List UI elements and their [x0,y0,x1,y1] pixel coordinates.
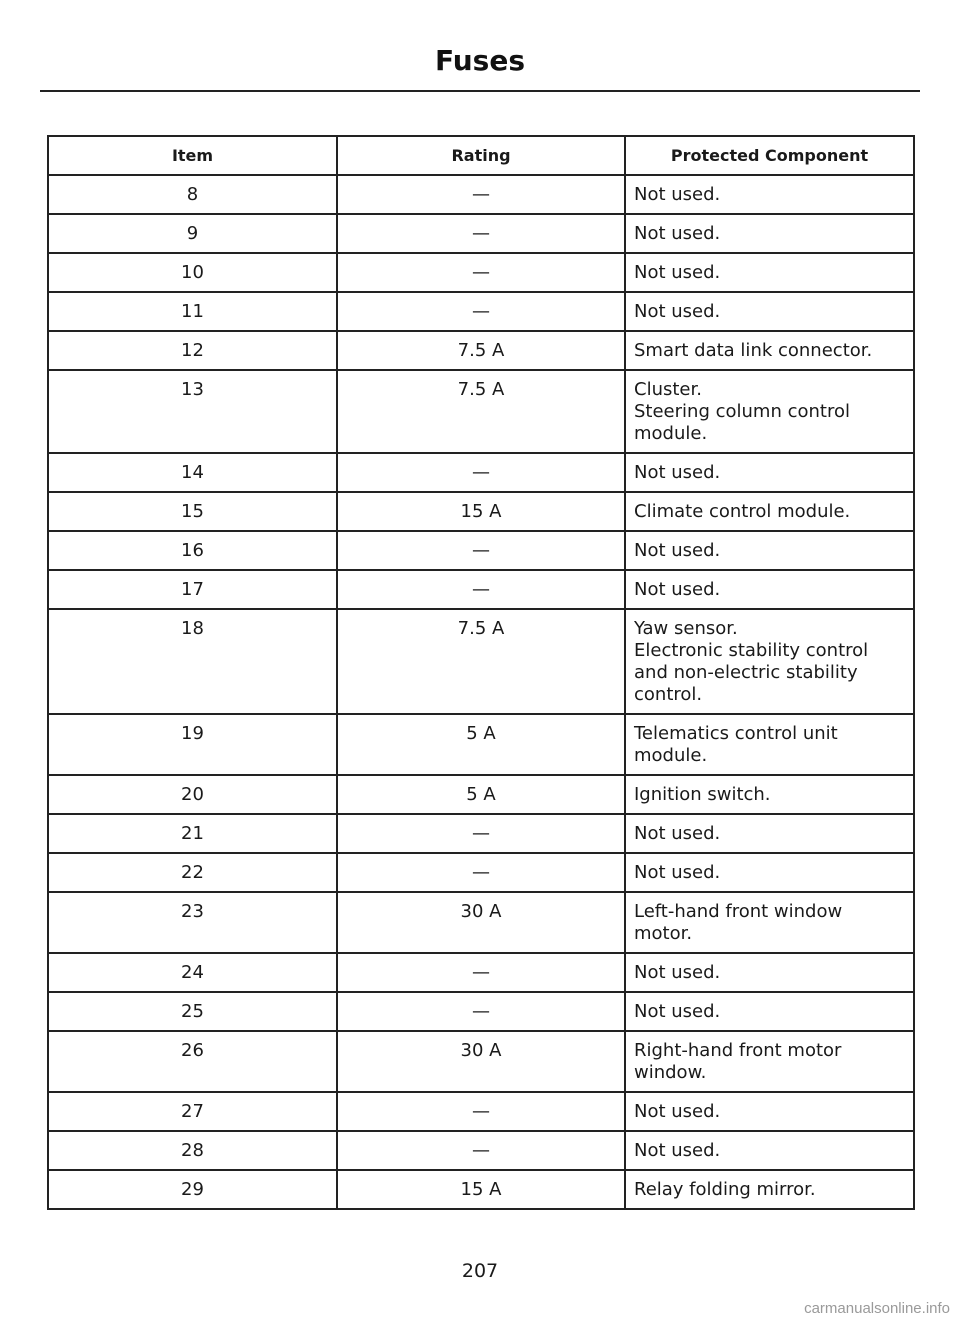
component-line: Not used. [634,579,721,600]
cell-rating: — [337,214,625,253]
header-item: Item [48,136,337,175]
cell-rating: — [337,953,625,992]
cell-rating: — [337,175,625,214]
cell-protected-component [625,992,914,1031]
table-row [48,570,914,609]
cell-protected-component [625,1092,914,1131]
cell-protected-component [625,570,914,609]
cell-protected-component [625,253,914,292]
component-line: Not used. [634,823,721,844]
cell-item: 29 [48,1170,337,1209]
cell-rating: — [337,992,625,1031]
page-title: Fuses [435,44,525,77]
component-line: Right-hand front motor window. [634,1040,842,1083]
table-row [48,253,914,292]
cell-rating: 30 A [337,1031,625,1092]
component-line: Not used. [634,223,721,244]
cell-rating: 7.5 A [337,609,625,714]
cell-protected-component [625,892,914,953]
fuse-table [47,135,915,1210]
cell-rating: — [337,453,625,492]
cell-rating: 5 A [337,775,625,814]
cell-item: 15 [48,492,337,531]
cell-item: 20 [48,775,337,814]
component-line: Not used. [634,962,721,983]
table-row [48,453,914,492]
cell-protected-component [625,609,914,714]
component-line: Not used. [634,462,721,483]
table-row [48,775,914,814]
cell-item: 22 [48,853,337,892]
table-row [48,853,914,892]
component-line: Relay folding mirror. [634,1179,816,1200]
table-body [48,175,914,1209]
table-row [48,1170,914,1209]
cell-rating: — [337,814,625,853]
table-row [48,370,914,453]
table-row [48,814,914,853]
cell-protected-component [625,331,914,370]
cell-item: 14 [48,453,337,492]
component-line: Yaw sensor. [634,618,738,639]
cell-rating: 7.5 A [337,331,625,370]
cell-protected-component [625,175,914,214]
header-rating: Rating [337,136,625,175]
component-line: Telematics control unit module. [634,723,838,766]
cell-rating: — [337,531,625,570]
table-row [48,492,914,531]
component-line: Not used. [634,184,721,205]
cell-item: 11 [48,292,337,331]
cell-rating: — [337,292,625,331]
component-line: Steering column control module. [634,401,850,444]
component-line: Not used. [634,262,721,283]
component-line: Not used. [634,862,721,883]
cell-protected-component [625,292,914,331]
table-row [48,609,914,714]
cell-item: 10 [48,253,337,292]
table-row [48,214,914,253]
table-row [48,331,914,370]
cell-item: 23 [48,892,337,953]
table-row [48,714,914,775]
header-protected-component: Protected Component [625,136,914,175]
cell-item: 26 [48,1031,337,1092]
cell-rating: — [337,1092,625,1131]
cell-protected-component [625,1131,914,1170]
table-row [48,292,914,331]
component-line: Electronic stability control and non-electric stability control. [634,640,869,705]
cell-rating: — [337,1131,625,1170]
component-line: Not used. [634,1001,721,1022]
cell-item: 9 [48,214,337,253]
page-number: 207 [461,1260,499,1282]
component-line: Ignition switch. [634,784,771,805]
cell-protected-component [625,453,914,492]
cell-item: 28 [48,1131,337,1170]
cell-item: 19 [48,714,337,775]
cell-protected-component [625,1170,914,1209]
component-line: Cluster. [634,379,702,400]
cell-rating: 15 A [337,492,625,531]
component-line: Not used. [634,1140,721,1161]
cell-rating: 7.5 A [337,370,625,453]
title-divider [40,90,920,92]
table-header-row [48,136,914,175]
cell-rating: 15 A [337,1170,625,1209]
table-row [48,1131,914,1170]
cell-protected-component [625,370,914,453]
cell-item: 18 [48,609,337,714]
cell-item: 8 [48,175,337,214]
component-line: Smart data link connector. [634,340,873,361]
cell-item: 21 [48,814,337,853]
component-line: Not used. [634,301,721,322]
cell-rating: — [337,853,625,892]
watermark: carmanualsonline.info [804,1300,950,1317]
table-row [48,953,914,992]
cell-item: 27 [48,1092,337,1131]
component-line: Left-hand front window motor. [634,901,843,944]
cell-rating: 30 A [337,892,625,953]
table-row [48,1092,914,1131]
component-line: Not used. [634,1101,721,1122]
cell-protected-component [625,814,914,853]
cell-item: 25 [48,992,337,1031]
cell-protected-component [625,853,914,892]
cell-item: 12 [48,331,337,370]
cell-rating: — [337,570,625,609]
cell-protected-component [625,531,914,570]
cell-protected-component [625,1031,914,1092]
table-row [48,1031,914,1092]
table-row [48,892,914,953]
cell-item: 17 [48,570,337,609]
cell-item: 24 [48,953,337,992]
cell-rating: — [337,253,625,292]
cell-protected-component [625,714,914,775]
table-row [48,531,914,570]
cell-protected-component [625,953,914,992]
cell-protected-component [625,775,914,814]
cell-item: 16 [48,531,337,570]
cell-item: 13 [48,370,337,453]
cell-rating: 5 A [337,714,625,775]
cell-protected-component [625,492,914,531]
cell-protected-component [625,214,914,253]
table-row [48,175,914,214]
table-row [48,992,914,1031]
component-line: Climate control module. [634,501,851,522]
component-line: Not used. [634,540,721,561]
